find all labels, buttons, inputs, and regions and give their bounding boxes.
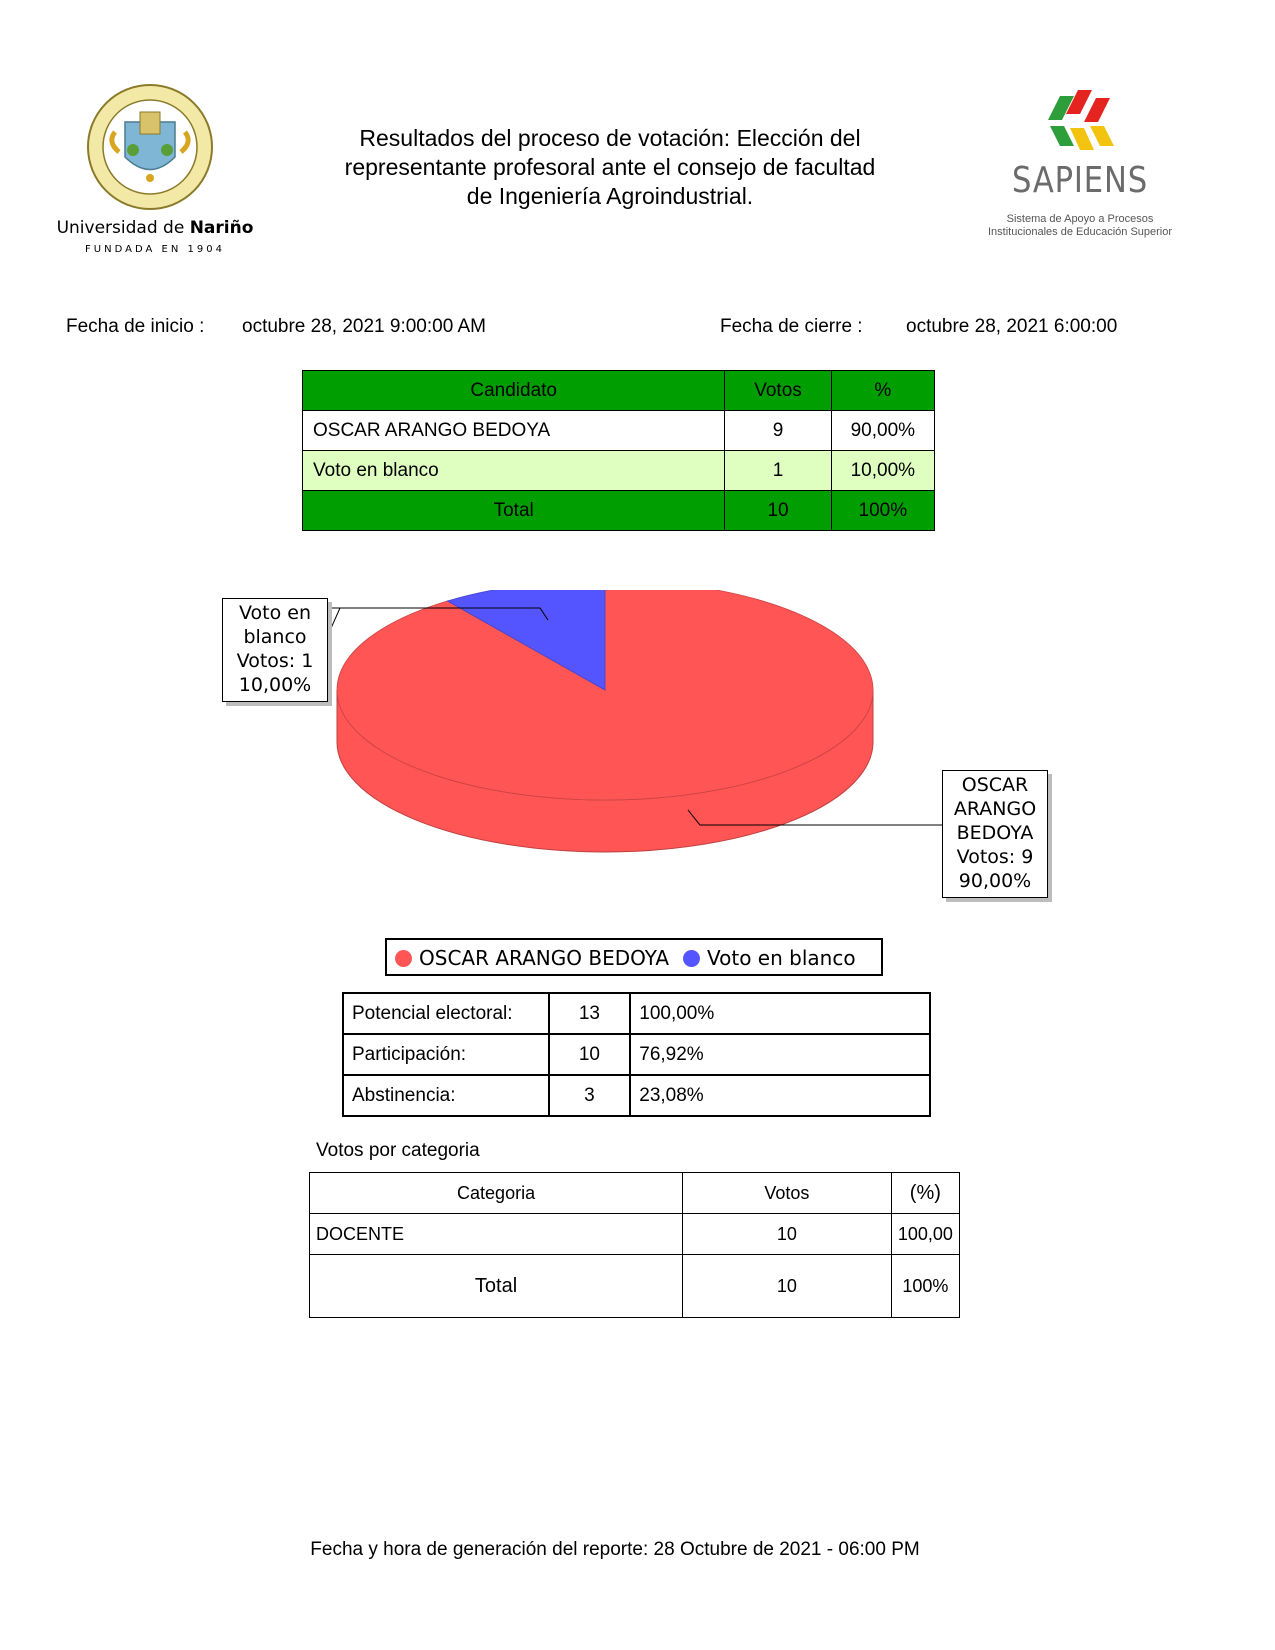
- stat-count: 13: [549, 993, 631, 1034]
- start-date-label: Fecha de inicio :: [66, 316, 205, 337]
- header-cell: Categoria: [310, 1173, 683, 1214]
- candidate-name: OSCAR ARANGO BEDOYA: [303, 411, 725, 451]
- chart-legend: [385, 938, 883, 976]
- table-header-row: [310, 1173, 960, 1214]
- sapiens-logo: [980, 88, 1180, 248]
- header-cell: Votos: [725, 371, 831, 411]
- category-section-title: Votos por categoria: [316, 1140, 480, 1161]
- legend-label: Voto en blanco: [707, 946, 856, 970]
- callout-text: Votos: 9: [956, 846, 1034, 868]
- start-date-value: octubre 28, 2021 9:00:00 AM: [242, 316, 487, 337]
- total-row: [310, 1255, 960, 1318]
- legend-swatch-icon: [683, 950, 700, 967]
- university-founded: FUNDADA EN 1904: [85, 244, 225, 255]
- end-date-label: Fecha de cierre :: [720, 316, 863, 337]
- callout-text: blanco: [243, 626, 307, 648]
- header-cell: Votos: [683, 1173, 892, 1214]
- candidate-percent: 10,00%: [831, 451, 934, 491]
- stat-count: 3: [549, 1075, 631, 1116]
- header-cell: %: [831, 371, 934, 411]
- callout-text: Voto en: [239, 602, 311, 624]
- report-title: Resultados del proceso de votación: Elección del representante profesoral ante el consejo de facultad de Ingeniería Agroindustrial.: [344, 125, 876, 209]
- total-votes: 10: [683, 1255, 892, 1318]
- pie-chart: [200, 590, 1080, 920]
- table-row: [343, 1075, 930, 1116]
- category-votes: 10: [683, 1214, 892, 1255]
- callout-text: Votos: 1: [236, 650, 314, 672]
- callout-text: 90,00%: [958, 870, 1032, 892]
- candidate-percent: 90,00%: [831, 411, 934, 451]
- callout-text: ARANGO: [953, 798, 1037, 820]
- sapiens-subtitle: Sistema de Apoyo a Procesos: [1006, 213, 1154, 225]
- legend-item: [395, 946, 669, 970]
- legend-label: OSCAR ARANGO BEDOYA: [419, 946, 670, 970]
- candidate-votes: 9: [725, 411, 831, 451]
- sapiens-name: SAPIENS: [1012, 160, 1148, 201]
- callout-voto-en-blanco: [222, 598, 328, 702]
- table-row: [343, 1034, 930, 1075]
- total-percent: 100%: [891, 1255, 959, 1318]
- table-header-row: [303, 371, 935, 411]
- header-cell: (%): [891, 1173, 959, 1214]
- total-row: [303, 491, 935, 531]
- stat-label: Abstinencia:: [343, 1075, 549, 1116]
- total-percent: 100%: [831, 491, 934, 531]
- results-table: [302, 370, 935, 531]
- table-row: [303, 411, 935, 451]
- university-logo: [55, 82, 255, 257]
- total-votes: 10: [725, 491, 831, 531]
- stat-percent: 76,92%: [630, 1034, 930, 1075]
- report-generation-date: Fecha y hora de generación del reporte: 28 Octubre de 2021 - 06:00 PM: [310, 1539, 920, 1560]
- category-name: DOCENTE: [310, 1214, 683, 1255]
- legend-swatch-icon: [395, 950, 412, 967]
- participation-table: [342, 992, 931, 1117]
- end-date-value: octubre 28, 2021 6:00:00: [906, 316, 1118, 337]
- callout-text: OSCAR: [961, 774, 1029, 796]
- university-seal-icon: [85, 82, 215, 212]
- stat-percent: 100,00%: [630, 993, 930, 1034]
- category-table: [309, 1172, 960, 1318]
- stat-label: Potencial electoral:: [343, 993, 549, 1034]
- header-cell: Candidato: [303, 371, 725, 411]
- callout-text: 10,00%: [238, 674, 312, 696]
- category-percent: 100,00: [891, 1214, 959, 1255]
- stat-percent: 23,08%: [630, 1075, 930, 1116]
- callout-oscar-arango-bedoya: [942, 770, 1048, 898]
- university-name: Universidad de Nariño: [56, 218, 254, 238]
- table-row: [343, 993, 930, 1034]
- total-label: Total: [303, 491, 725, 531]
- total-label: Total: [310, 1255, 683, 1318]
- stat-count: 10: [549, 1034, 631, 1075]
- candidate-votes: 1: [725, 451, 831, 491]
- sapiens-cube-icon: [1040, 88, 1122, 158]
- legend-item: [683, 946, 856, 970]
- stat-label: Participación:: [343, 1034, 549, 1075]
- table-row: [310, 1214, 960, 1255]
- candidate-name: Voto en blanco: [303, 451, 725, 491]
- table-row: [303, 451, 935, 491]
- callout-text: BEDOYA: [956, 822, 1034, 844]
- sapiens-subtitle: Institucionales de Educación Superior: [987, 226, 1173, 238]
